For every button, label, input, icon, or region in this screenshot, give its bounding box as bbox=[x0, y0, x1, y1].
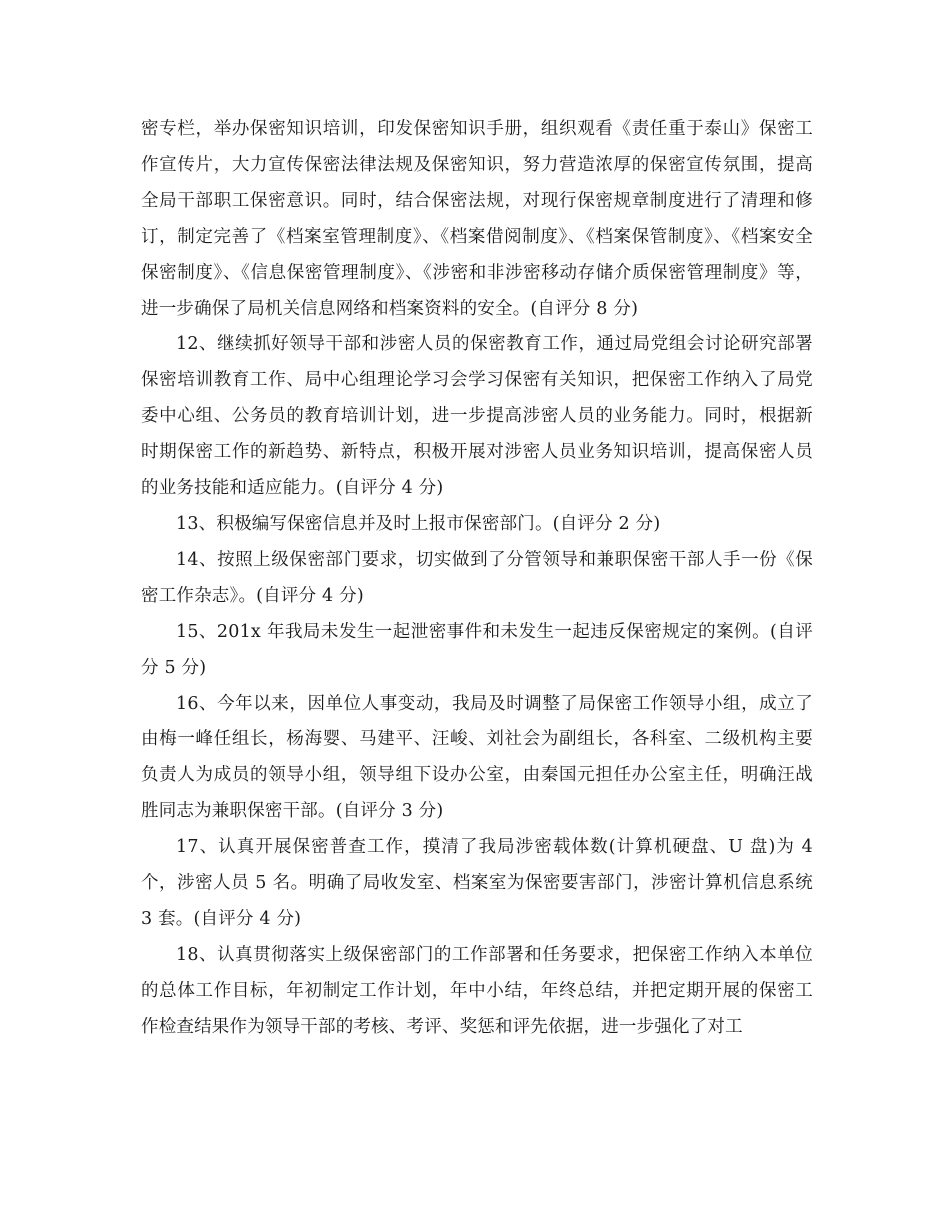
document-page bbox=[141, 112, 813, 1046]
paragraph-item-16: 16、今年以来，因单位人事变动，我局及时调整了局保密工作领导小组，成立了由梅一峰任组长，杨海婴、马建平、汪峻、刘社会为副组长，各科室、二级机构主要负责人为成员的领导小组，领导组下设办公室，由秦国元担任办公室主任，明确汪战胜同志为兼职保密干部。(自评分 3 分) bbox=[141, 693, 813, 822]
paragraph-item-17: 17、认真开展保密普查工作，摸清了我局涉密载体数(计算机硬盘、U 盘)为 4 个，涉密人员 5 名。明确了局收发室、档案室为保密要害部门，涉密计算机信息系统 3 套。(自评分 4 分) bbox=[141, 837, 813, 929]
paragraph-item-15: 15、201x 年我局未发生一起泄密事件和未发生一起违反保密规定的案例。(自评分 5 分) bbox=[141, 621, 813, 678]
paragraph-item-14: 14、按照上级保密部门要求，切实做到了分管领导和兼职保密干部人手一份《保密工作杂志》。(自评分 4 分) bbox=[141, 549, 813, 606]
paragraph-item-18: 18、认真贯彻落实上级保密部门的工作部署和任务要求，把保密工作纳入本单位的总体工作目标，年初制定工作计划，年中小结，年终总结，并把定期开展的保密工作检查结果作为领导干部的考核、考评、奖惩和评先依据，进一步强化了对工 bbox=[141, 944, 813, 1037]
paragraph-item-13: 13、积极编写保密信息并及时上报市保密部门。(自评分 2 分) bbox=[176, 513, 661, 534]
paragraph-item-12: 12、继续抓好领导干部和涉密人员的保密教育工作，通过局党组会讨论研究部署保密培训教育工作、局中心组理论学习会学习保密有关知识，把保密工作纳入了局党委中心组、公务员的教育培训计划，进一步提高涉密人员的业务能力。同时，根据新时期保密工作的新趋势、新特点，积极开展对涉密人员业务知识培训，提高保密人员的业务技能和适应能力。(自评分 4 分) bbox=[141, 334, 813, 499]
paragraph-continuation: 密专栏，举办保密知识培训，印发保密知识手册，组织观看《责任重于泰山》保密工作宣传片，大力宣传保密法律法规及保密知识，努力营造浓厚的保密宣传氛围，提高全局干部职工保密意识。同时，结合保密法规，对现行保密规章制度进行了清理和修订，制定完善了《档案室管理制度》、《档案借阅制度》、《档案保管制度》、《档案安全保密制度》、《信息保密管理制度》、《涉密和非涉密移动存储介质保密管理制度》等，进一步确保了局机关信息网络和档案资料的安全。(自评分 8 分) bbox=[141, 119, 813, 319]
